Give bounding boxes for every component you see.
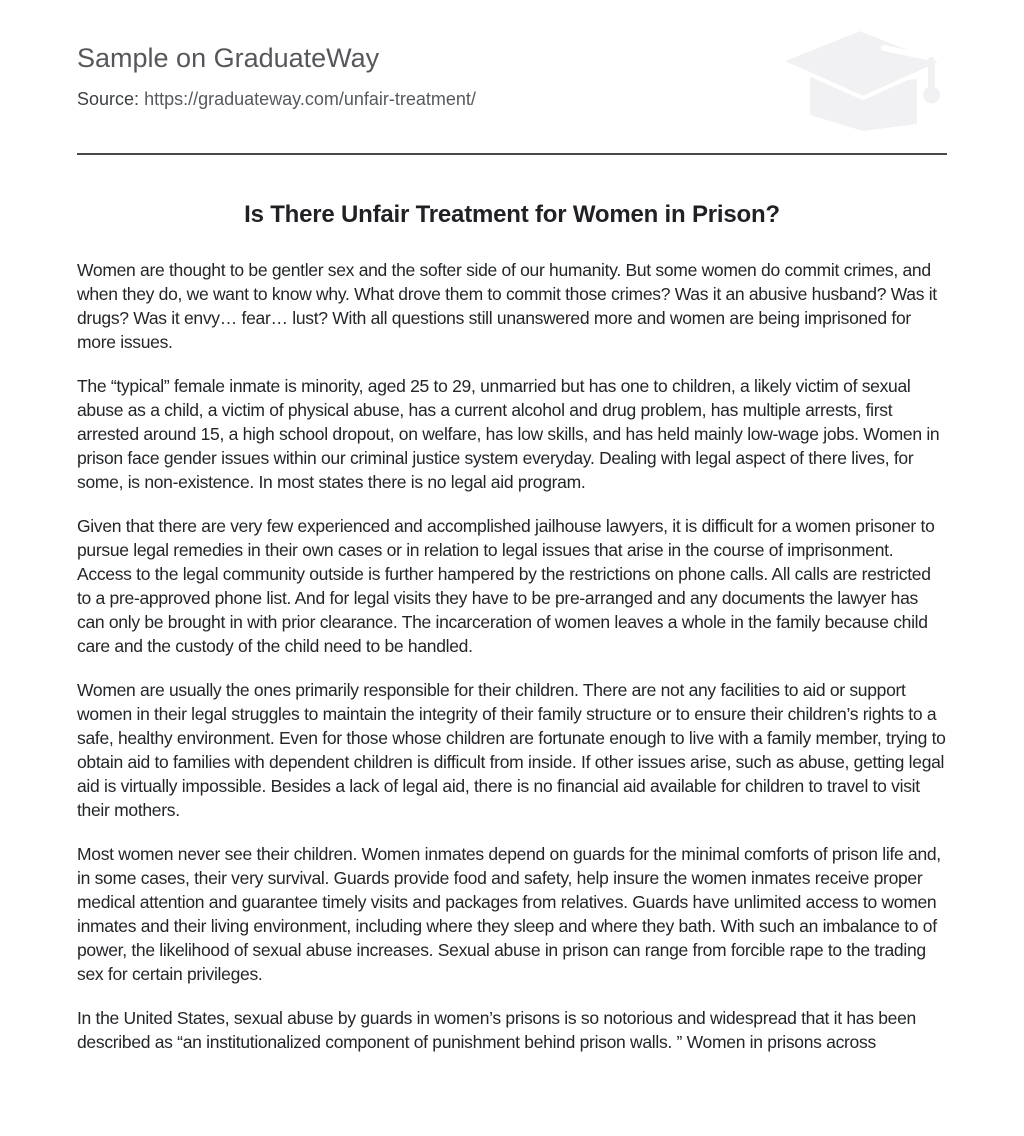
source-line — [77, 88, 476, 110]
source-label: Source: — [77, 89, 140, 109]
horizontal-divider — [77, 153, 947, 155]
source-url-link[interactable]: https://graduateway.com/unfair-treatment/ — [144, 89, 476, 109]
essay-paragraph-2: The “typical” female inmate is minority, aged 25 to 29, unmarried but has one to children, a likely victim of sexual abuse as a child, a victim of physical abuse, has a current alcohol and drug problem, has multiple arrests, first arrested around 15, a high school dropout, on welfare, has low skills, and has held mainly low-wage jobs. Women in prison face gender issues within our criminal justice system everyday. Dealing with legal aspect of there lives, for some, is non-existence. In most states there is no legal aid program. — [77, 376, 940, 492]
essay-body — [77, 258, 947, 1074]
graduation-cap-icon — [778, 27, 950, 137]
essay-paragraph-4: Women are usually the ones primarily responsible for their children. There are not any facilities to aid or support women in their legal struggles to maintain the integrity of their family structure or to ensure their children’s rights to a safe, healthy environment. Even for those whose children are fortunate enough to live with a family member, trying to obtain aid to families with dependent children is difficult from inside. If other issues arise, such as abuse, getting legal aid is virtually impossible. Besides a lack of legal aid, there is no financial aid available for children to travel to visit their mothers. — [77, 680, 946, 820]
essay-paragraph-5: Most women never see their children. Women inmates depend on guards for the minimal comforts of prison life and, in some cases, their very survival. Guards provide food and safety, help insure the women inmates receive proper medical attention and guarantee timely visits and packages from relatives. Guards have unlimited access to women inmates and their living environment, including where they sleep and where they bath. With such an imbalance to of power, the likelihood of sexual abuse increases. Sexual abuse in prison can range from forcible rape to the trading sex for certain privileges. — [77, 844, 941, 984]
essay-paragraph-3: Given that there are very few experienced and accomplished jailhouse lawyers, it is difficult for a women prisoner to pursue legal remedies in their own cases or in relation to legal issues that arise in the course of imprisonment. Access to the legal community outside is further hampered by the restrictions on phone calls. All calls are restricted to a pre-approved phone list. And for legal visits they have to be pre-arranged and any documents the lawyer has can only be brought in with prior clearance. The incarceration of women leaves a whole in the family because child care and the custody of the child need to be handled. — [77, 516, 935, 656]
essay-title: Is There Unfair Treatment for Women in Prison? — [244, 201, 780, 228]
essay-paragraph-1: Women are thought to be gentler sex and the softer side of our humanity. But some women do commit crimes, and when they do, we want to know why. What drove them to commit those crimes? Was it an abusive husband? Was it drugs? Was it envy… fear… lust? With all questions still unanswered more and women are being imprisoned for more issues. — [77, 260, 937, 352]
sample-heading: Sample on GraduateWay — [77, 43, 380, 73]
essay-paragraph-6: In the United States, sexual abuse by guards in women’s prisons is so notorious and widespread that it has been described as “an institutionalized component of punishment behind prison walls. ” Women in prisons across — [77, 1008, 916, 1052]
